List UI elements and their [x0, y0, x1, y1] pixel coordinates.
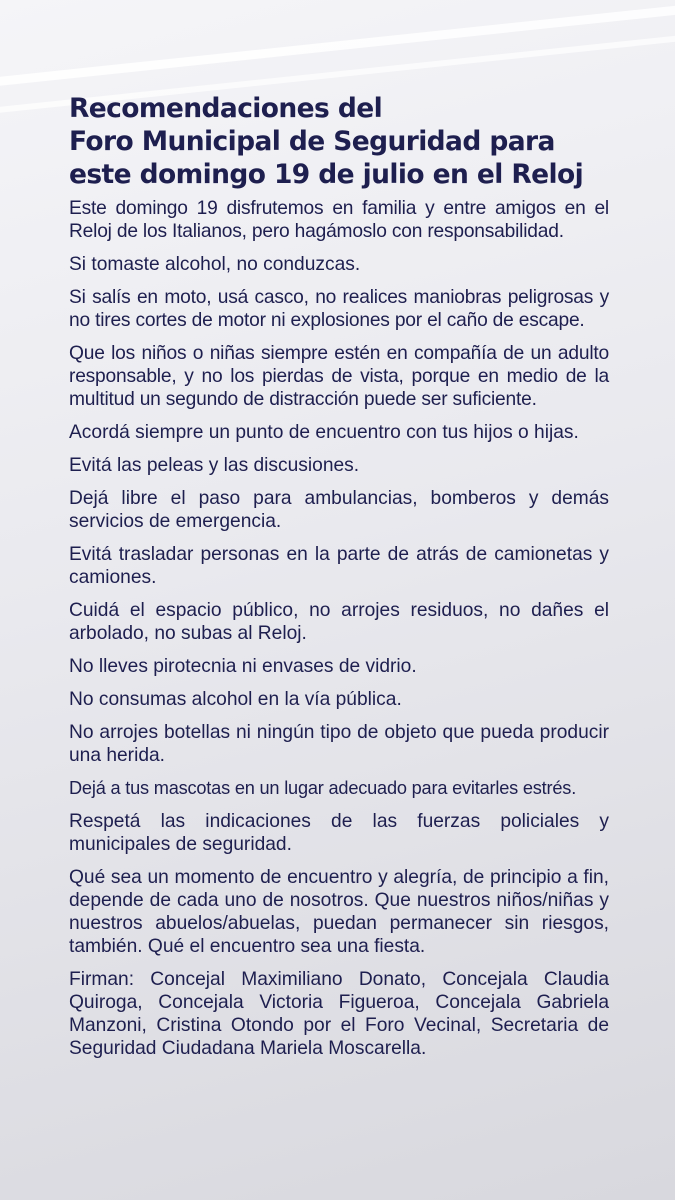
document-body — [69, 92, 609, 1070]
signatories-paragraph: Firman: Concejal Maximiliano Donato, Concejala Claudia Quiroga, Concejala Victoria Figueroa, Concejala Gabriela Manzoni, Cristina Otondo por el Foro Vecinal, Secretaria de Seguridad Ciudadana Mariela Moscarella. — [69, 969, 609, 1059]
title-line: este domingo 19 de julio en el Reloj — [69, 159, 584, 190]
document-title — [69, 92, 609, 191]
recommendation: Que los niños o niñas siempre estén en compañía de un adulto responsable, y no los pierdas de vista, porque en medio de la multitud un segundo de distracción puede ser suficiente. — [69, 343, 609, 410]
recommendation: Respetá las indicaciones de las fuerzas policiales y municipales de seguridad. — [69, 811, 609, 855]
recommendation: Dejá libre el paso para ambulancias, bomberos y demás servicios de emergencia. — [69, 488, 609, 532]
recommendation: Evitá trasladar personas en la parte de atrás de camionetas y camiones. — [69, 544, 609, 588]
recommendation: No lleves pirotecnia ni envases de vidrio. — [69, 656, 417, 677]
closing-paragraph: Qué sea un momento de encuentro y alegría, de principio a fin, depende de cada uno de nosotros. Que nuestros niños/niñas y nuestros abuelos/abuelas, puedan permanecer sin riesgos, también. Qué el encuentro sea una fiesta. — [69, 867, 609, 957]
recommendation: No consumas alcohol en la vía pública. — [69, 689, 402, 710]
recommendation: Si salís en moto, usá casco, no realices maniobras peligrosas y no tires cortes de motor ni explosiones por el caño de escape. — [69, 287, 609, 331]
title-line: Recomendaciones del — [69, 93, 383, 124]
recommendation: Dejá a tus mascotas en un lugar adecuado para evitarles estrés. — [69, 778, 577, 798]
recommendation: Si tomaste alcohol, no conduzcas. — [69, 254, 361, 275]
recommendation: Cuidá el espacio público, no arrojes residuos, no dañes el arbolado, no subas al Reloj. — [69, 600, 609, 644]
recommendation: No arrojes botellas ni ningún tipo de objeto que pueda producir una herida. — [69, 722, 609, 766]
recommendation: Acordá siempre un punto de encuentro con tus hijos o hijas. — [69, 422, 579, 443]
recommendation: Evitá las peleas y las discusiones. — [69, 455, 360, 476]
intro-paragraph: Este domingo 19 disfrutemos en familia y entre amigos en el Reloj de los Italianos, pero hagámoslo con responsabilidad. — [69, 198, 609, 242]
title-line: Foro Municipal de Seguridad para — [69, 126, 555, 157]
